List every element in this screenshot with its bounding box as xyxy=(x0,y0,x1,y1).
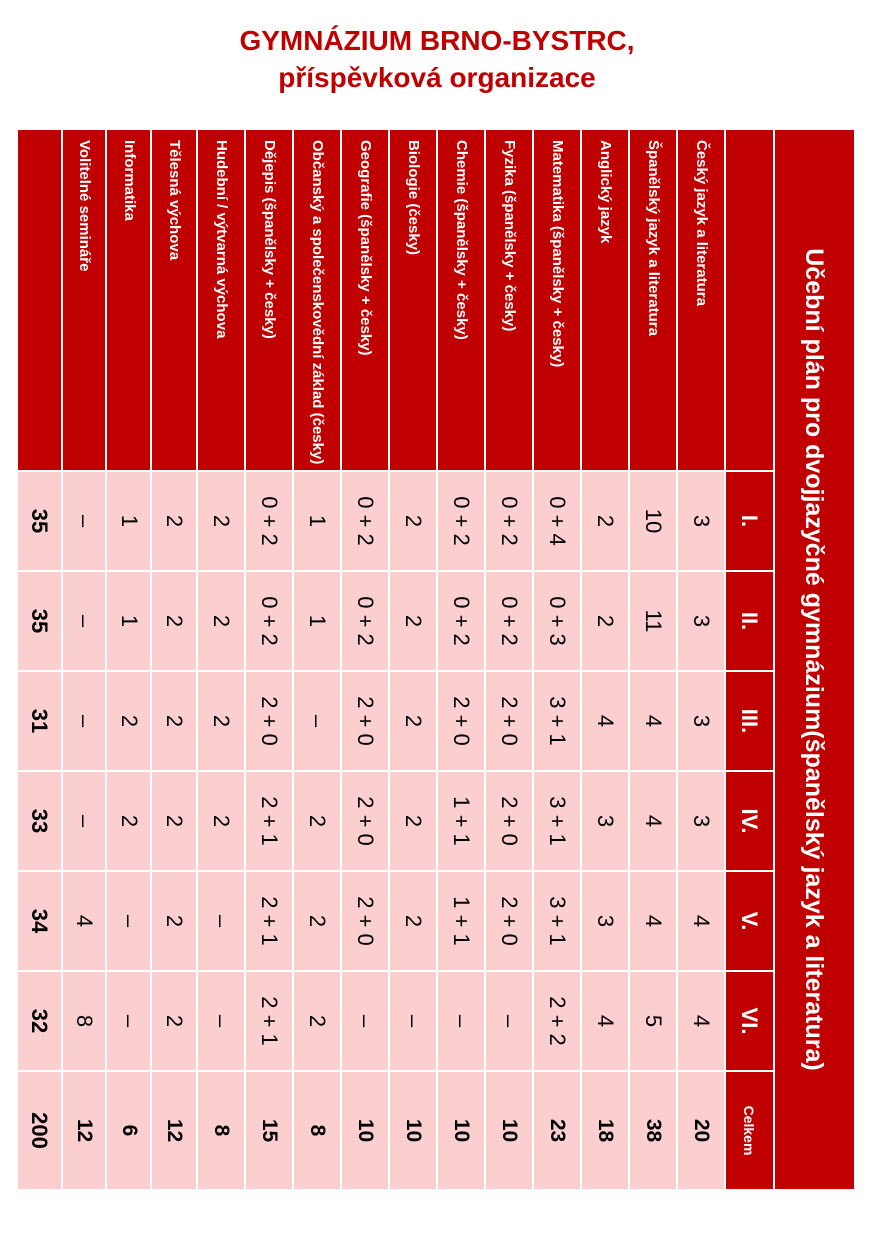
row-total-cell: 15 xyxy=(246,1072,292,1189)
hours-cell: 2 + 0 xyxy=(486,872,532,970)
year-total-cell: 32 xyxy=(18,972,61,1070)
subject-label: Biologie (česky) xyxy=(390,130,436,470)
row-total-cell: 20 xyxy=(678,1072,724,1189)
hours-cell: 2 + 2 xyxy=(534,972,580,1070)
hours-cell: 3 xyxy=(582,772,628,870)
hours-cell: 5 xyxy=(630,972,676,1070)
hours-cell: 4 xyxy=(582,972,628,1070)
hours-cell: 2 + 0 xyxy=(342,672,388,770)
column-header-year-2: II. xyxy=(726,572,773,670)
hours-cell: 1 xyxy=(107,472,150,570)
subject-label: Fyzika (španělsky + česky) xyxy=(486,130,532,470)
row-total-cell: 10 xyxy=(486,1072,532,1189)
hours-cell: – xyxy=(63,572,106,670)
hours-cell: 4 xyxy=(630,872,676,970)
hours-cell: 3 + 1 xyxy=(534,672,580,770)
row-total-cell: 10 xyxy=(438,1072,484,1189)
hours-cell: – xyxy=(342,972,388,1070)
year-total-cell: 35 xyxy=(18,472,61,570)
row-total-cell: 10 xyxy=(390,1072,436,1189)
hours-cell: 4 xyxy=(678,972,724,1070)
header-corner xyxy=(726,130,773,470)
hours-cell: 1 xyxy=(294,472,340,570)
hours-cell: – xyxy=(198,972,244,1070)
hours-cell: – xyxy=(390,972,436,1070)
hours-cell: 2 xyxy=(390,672,436,770)
hours-cell: – xyxy=(438,972,484,1070)
year-total-cell: 33 xyxy=(18,772,61,870)
row-total-cell: 12 xyxy=(63,1072,106,1189)
hours-cell: 4 xyxy=(678,872,724,970)
hours-cell: 0 + 4 xyxy=(534,472,580,570)
hours-cell: 2 xyxy=(294,972,340,1070)
hours-cell: 3 + 1 xyxy=(534,872,580,970)
school-header xyxy=(0,22,874,96)
hours-cell: 2 + 0 xyxy=(246,672,292,770)
hours-cell: 2 + 0 xyxy=(438,672,484,770)
table-title xyxy=(775,130,854,1189)
hours-cell: 3 xyxy=(582,872,628,970)
hours-cell: 3 + 1 xyxy=(534,772,580,870)
hours-cell: 2 xyxy=(152,572,196,670)
grand-total-cell: 200 xyxy=(18,1072,61,1189)
subject-label: Český jazyk a literatura xyxy=(678,130,724,470)
hours-cell: – xyxy=(294,672,340,770)
hours-cell: 4 xyxy=(630,672,676,770)
hours-cell: – xyxy=(107,872,150,970)
row-total-cell: 18 xyxy=(582,1072,628,1189)
hours-cell: 2 xyxy=(198,672,244,770)
subject-label: Geografie (španělsky + česky) xyxy=(342,130,388,470)
hours-cell: 2 + 0 xyxy=(342,872,388,970)
subject-label: Hudební / výtvarná výchova xyxy=(198,130,244,470)
subject-label: Dějepis (španělsky + česky) xyxy=(246,130,292,470)
hours-cell: – xyxy=(107,972,150,1070)
hours-cell: 8 xyxy=(63,972,106,1070)
hours-cell: 0 + 3 xyxy=(534,572,580,670)
hours-cell: 2 xyxy=(152,472,196,570)
hours-cell: 4 xyxy=(63,872,106,970)
row-total-cell: 23 xyxy=(534,1072,580,1189)
hours-cell: 2 xyxy=(198,772,244,870)
subject-label: Matematika (španělsky + česky) xyxy=(534,130,580,470)
hours-cell: 2 xyxy=(107,772,150,870)
year-total-cell: 35 xyxy=(18,572,61,670)
hours-cell: 2 + 0 xyxy=(486,672,532,770)
hours-cell: 2 xyxy=(152,972,196,1070)
year-total-cell: 31 xyxy=(18,672,61,770)
column-header-year-1: I. xyxy=(726,472,773,570)
row-total-cell: 10 xyxy=(342,1072,388,1189)
row-total-cell: 8 xyxy=(198,1072,244,1189)
column-header-year-6: VI. xyxy=(726,972,773,1070)
hours-cell: 2 xyxy=(582,472,628,570)
footer-label-cell xyxy=(18,130,61,470)
hours-cell: 3 xyxy=(678,572,724,670)
hours-cell: 2 xyxy=(390,472,436,570)
hours-cell: 1 xyxy=(294,572,340,670)
hours-cell: 11 xyxy=(630,572,676,670)
hours-cell: 2 + 0 xyxy=(486,772,532,870)
hours-cell: 2 xyxy=(107,672,150,770)
subject-label: Tělesná výchova xyxy=(152,130,196,470)
hours-cell: 2 xyxy=(152,772,196,870)
hours-cell: 2 xyxy=(390,772,436,870)
row-total-cell: 6 xyxy=(107,1072,150,1189)
hours-cell: 2 xyxy=(294,872,340,970)
hours-cell: 0 + 2 xyxy=(342,572,388,670)
hours-cell: – xyxy=(198,872,244,970)
hours-cell: 10 xyxy=(630,472,676,570)
hours-cell: 0 + 2 xyxy=(246,472,292,570)
hours-cell: 0 + 2 xyxy=(438,472,484,570)
subject-label: Volitelné semináře xyxy=(63,130,106,470)
hours-cell: 2 + 1 xyxy=(246,872,292,970)
hours-cell: 2 xyxy=(152,872,196,970)
hours-cell: 0 + 2 xyxy=(486,472,532,570)
column-header-year-4: IV. xyxy=(726,772,773,870)
subject-label: Informatika xyxy=(107,130,150,470)
hours-cell: 3 xyxy=(678,772,724,870)
column-header-year-3: III. xyxy=(726,672,773,770)
hours-cell: 1 + 1 xyxy=(438,772,484,870)
hours-cell: 2 xyxy=(294,772,340,870)
row-total-cell: 12 xyxy=(152,1072,196,1189)
column-header-year-5: V. xyxy=(726,872,773,970)
column-header-total: Celkem xyxy=(726,1072,773,1189)
subject-label: Anglický jazyk xyxy=(582,130,628,470)
hours-cell: 2 xyxy=(390,872,436,970)
hours-cell: – xyxy=(63,672,106,770)
hours-cell: 2 + 0 xyxy=(342,772,388,870)
hours-cell: 2 xyxy=(152,672,196,770)
hours-cell: – xyxy=(63,472,106,570)
school-subtitle: příspěvková organizace xyxy=(278,62,596,93)
hours-cell: 2 + 1 xyxy=(246,772,292,870)
hours-cell: – xyxy=(486,972,532,1070)
hours-cell: 3 xyxy=(678,472,724,570)
row-total-cell: 8 xyxy=(294,1072,340,1189)
hours-cell: 0 + 2 xyxy=(486,572,532,670)
subject-label: Španělský jazyk a literatura xyxy=(630,130,676,470)
hours-cell: – xyxy=(63,772,106,870)
hours-cell: 1 + 1 xyxy=(438,872,484,970)
row-total-cell: 38 xyxy=(630,1072,676,1189)
hours-cell: 2 + 1 xyxy=(246,972,292,1070)
subject-label: Chemie (španělsky + česky) xyxy=(438,130,484,470)
hours-cell: 4 xyxy=(630,772,676,870)
school-name: GYMNÁZIUM BRNO-BYSTRC, xyxy=(239,25,635,56)
hours-cell: 2 xyxy=(390,572,436,670)
hours-cell: 0 + 2 xyxy=(246,572,292,670)
subject-label: Občanský a společenskovědní základ (česky) xyxy=(294,130,340,470)
hours-cell: 2 xyxy=(198,572,244,670)
hours-cell: 2 xyxy=(198,472,244,570)
hours-cell: 2 xyxy=(582,572,628,670)
table-title-line2: (španělský jazyk a literatura) xyxy=(800,730,829,1071)
hours-cell: 0 + 2 xyxy=(342,472,388,570)
year-total-cell: 34 xyxy=(18,872,61,970)
table-title-line1: Učební plán pro dvojjazyčné gymnázium xyxy=(800,248,829,731)
hours-cell: 0 + 2 xyxy=(438,572,484,670)
hours-cell: 3 xyxy=(678,672,724,770)
hours-cell: 4 xyxy=(582,672,628,770)
hours-cell: 1 xyxy=(107,572,150,670)
curriculum-table xyxy=(18,130,854,1175)
